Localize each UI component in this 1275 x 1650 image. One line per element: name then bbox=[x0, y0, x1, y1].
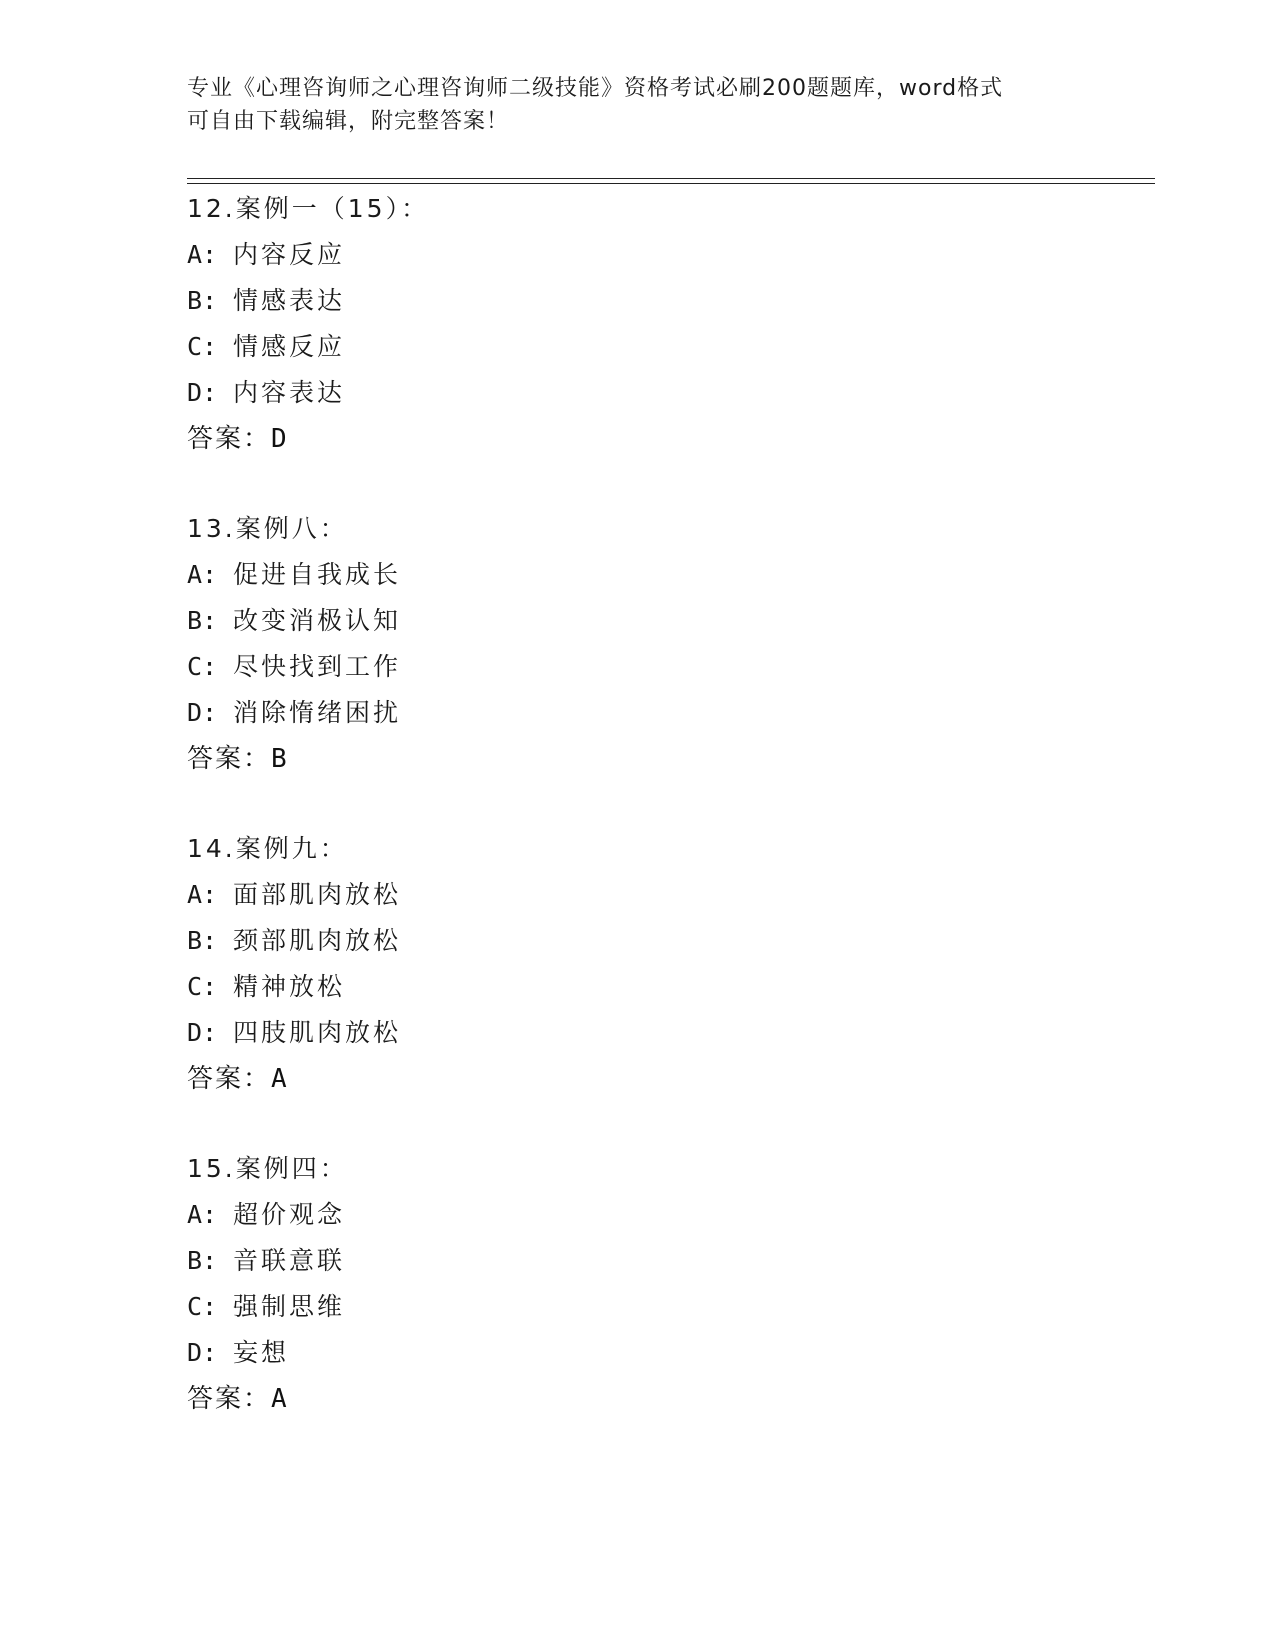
option-text: 强制思维 bbox=[233, 1292, 346, 1321]
answer-value: A bbox=[271, 1064, 287, 1094]
option-letter: A: bbox=[187, 1200, 218, 1229]
question-stem: 15.案例四： bbox=[187, 1154, 348, 1183]
question-stem: 12.案例一（15）： bbox=[187, 194, 430, 223]
option-d bbox=[187, 370, 1087, 416]
question-block bbox=[187, 186, 1087, 462]
question-stem: 14.案例九： bbox=[187, 834, 348, 863]
option-letter: C: bbox=[187, 332, 218, 361]
option-letter: A: bbox=[187, 560, 218, 589]
option-a bbox=[187, 232, 1087, 278]
answer-value: D bbox=[271, 424, 287, 454]
document-header bbox=[187, 72, 1067, 138]
option-text: 四肢肌肉放松 bbox=[233, 1018, 402, 1047]
option-letter: D: bbox=[187, 698, 218, 727]
option-b bbox=[187, 918, 1087, 964]
header-line-2: 可自由下载编辑，附完整答案！ bbox=[187, 109, 510, 134]
option-text: 精神放松 bbox=[233, 972, 346, 1001]
option-text: 促进自我成长 bbox=[233, 560, 402, 589]
option-letter: A: bbox=[187, 880, 218, 909]
option-a bbox=[187, 1192, 1087, 1238]
option-c bbox=[187, 644, 1087, 690]
option-b bbox=[187, 278, 1087, 324]
header-divider-top bbox=[187, 178, 1155, 179]
option-letter: D: bbox=[187, 1338, 218, 1367]
option-letter: C: bbox=[187, 652, 218, 681]
option-text: 颈部肌肉放松 bbox=[233, 926, 402, 955]
answer-label: 答案： bbox=[187, 1064, 272, 1094]
option-letter: B: bbox=[187, 286, 218, 315]
option-text: 面部肌肉放松 bbox=[233, 880, 402, 909]
answer-label: 答案： bbox=[187, 1384, 272, 1414]
answer-line bbox=[187, 736, 1087, 782]
question-block bbox=[187, 1146, 1087, 1422]
option-letter: B: bbox=[187, 926, 218, 955]
option-text: 内容反应 bbox=[233, 240, 346, 269]
option-c bbox=[187, 964, 1087, 1010]
option-d bbox=[187, 1330, 1087, 1376]
answer-value: B bbox=[271, 744, 287, 774]
answer-value: A bbox=[271, 1384, 287, 1414]
option-d bbox=[187, 690, 1087, 736]
option-text: 消除惰绪困扰 bbox=[233, 698, 402, 727]
answer-label: 答案： bbox=[187, 744, 272, 774]
answer-label: 答案： bbox=[187, 424, 272, 454]
option-text: 情感反应 bbox=[233, 332, 346, 361]
option-text: 内容表达 bbox=[233, 378, 346, 407]
option-c bbox=[187, 324, 1087, 370]
question-block bbox=[187, 826, 1087, 1102]
question-block bbox=[187, 506, 1087, 782]
question-stem: 13.案例八： bbox=[187, 514, 348, 543]
answer-line bbox=[187, 1376, 1087, 1422]
option-letter: C: bbox=[187, 972, 218, 1001]
option-letter: B: bbox=[187, 606, 218, 635]
option-letter: B: bbox=[187, 1246, 218, 1275]
option-a bbox=[187, 552, 1087, 598]
option-b bbox=[187, 598, 1087, 644]
option-text: 情感表达 bbox=[233, 286, 346, 315]
option-c bbox=[187, 1284, 1087, 1330]
answer-line bbox=[187, 416, 1087, 462]
option-letter: C: bbox=[187, 1292, 218, 1321]
option-text: 尽快找到工作 bbox=[233, 652, 402, 681]
option-b bbox=[187, 1238, 1087, 1284]
option-text: 妄想 bbox=[233, 1338, 290, 1367]
answer-line bbox=[187, 1056, 1087, 1102]
option-text: 超价观念 bbox=[233, 1200, 346, 1229]
option-letter: A: bbox=[187, 240, 218, 269]
option-letter: D: bbox=[187, 1018, 218, 1047]
option-d bbox=[187, 1010, 1087, 1056]
option-text: 音联意联 bbox=[233, 1246, 346, 1275]
header-line-1: 专业《心理咨询师之心理咨询师二级技能》资格考试必刷200题题库，word格式 bbox=[187, 76, 1004, 101]
option-a bbox=[187, 872, 1087, 918]
option-letter: D: bbox=[187, 378, 218, 407]
option-text: 改变消极认知 bbox=[233, 606, 402, 635]
header-divider-bottom bbox=[187, 183, 1155, 184]
